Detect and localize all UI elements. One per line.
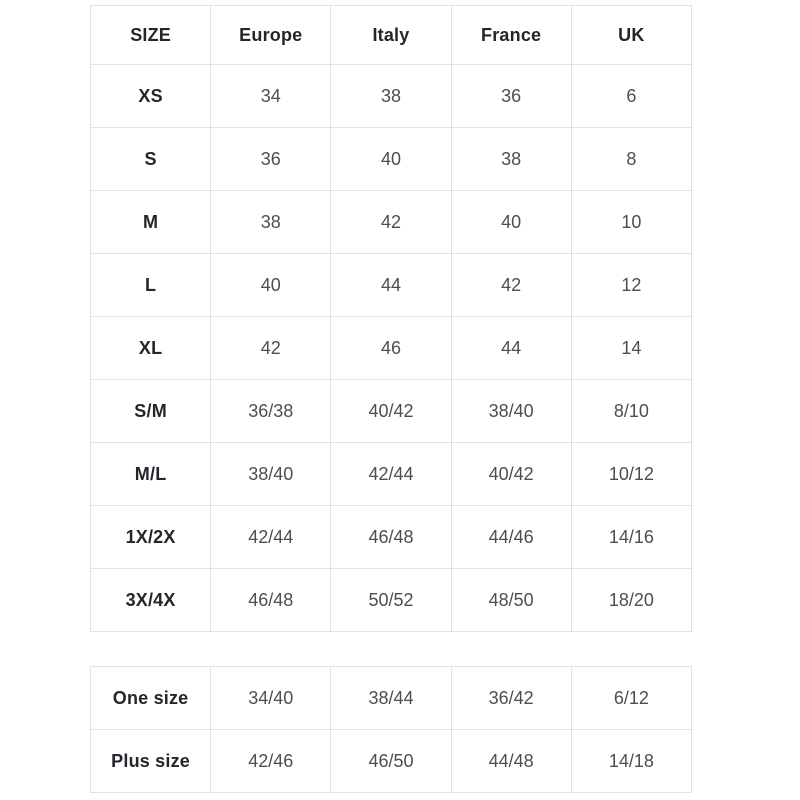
size-value-cell: 44 xyxy=(331,254,451,317)
table-row xyxy=(91,128,692,191)
row-label: S/M xyxy=(91,380,211,443)
size-value-cell: 44 xyxy=(451,317,571,380)
column-header-italy: Italy xyxy=(331,6,451,65)
size-value-cell: 12 xyxy=(571,254,691,317)
table-row xyxy=(91,667,692,730)
column-header-size: SIZE xyxy=(91,6,211,65)
row-label: XL xyxy=(91,317,211,380)
size-value-cell: 50/52 xyxy=(331,569,451,632)
size-value-cell: 42 xyxy=(331,191,451,254)
size-value-cell: 18/20 xyxy=(571,569,691,632)
size-value-cell: 38 xyxy=(451,128,571,191)
row-label: S xyxy=(91,128,211,191)
size-value-cell: 42 xyxy=(211,317,331,380)
special-size-table xyxy=(90,666,692,793)
size-value-cell: 46/48 xyxy=(331,506,451,569)
row-label: M xyxy=(91,191,211,254)
size-value-cell: 38 xyxy=(331,65,451,128)
size-value-cell: 6 xyxy=(571,65,691,128)
size-value-cell: 34 xyxy=(211,65,331,128)
size-value-cell: 44/46 xyxy=(451,506,571,569)
size-value-cell: 36/42 xyxy=(451,667,571,730)
column-header-uk: UK xyxy=(571,6,691,65)
size-value-cell: 10/12 xyxy=(571,443,691,506)
size-value-cell: 46/50 xyxy=(331,730,451,793)
size-value-cell: 14/18 xyxy=(571,730,691,793)
row-label: 1X/2X xyxy=(91,506,211,569)
size-value-cell: 48/50 xyxy=(451,569,571,632)
row-label: 3X/4X xyxy=(91,569,211,632)
table-row xyxy=(91,254,692,317)
size-value-cell: 36 xyxy=(211,128,331,191)
size-value-cell: 42/46 xyxy=(211,730,331,793)
size-table-body xyxy=(91,65,692,632)
column-header-europe: Europe xyxy=(211,6,331,65)
size-value-cell: 40 xyxy=(331,128,451,191)
size-table-header xyxy=(91,6,692,65)
column-header-france: France xyxy=(451,6,571,65)
table-row xyxy=(91,569,692,632)
size-value-cell: 10 xyxy=(571,191,691,254)
size-value-cell: 36 xyxy=(451,65,571,128)
size-value-cell: 38/44 xyxy=(331,667,451,730)
table-row xyxy=(91,317,692,380)
size-value-cell: 34/40 xyxy=(211,667,331,730)
row-label: L xyxy=(91,254,211,317)
size-value-cell: 36/38 xyxy=(211,380,331,443)
row-label: XS xyxy=(91,65,211,128)
row-label: Plus size xyxy=(91,730,211,793)
size-value-cell: 38/40 xyxy=(451,380,571,443)
table-row xyxy=(91,443,692,506)
size-value-cell: 14/16 xyxy=(571,506,691,569)
size-value-cell: 42 xyxy=(451,254,571,317)
table-row xyxy=(91,65,692,128)
size-value-cell: 40/42 xyxy=(451,443,571,506)
size-value-cell: 8 xyxy=(571,128,691,191)
size-value-cell: 38 xyxy=(211,191,331,254)
size-value-cell: 40/42 xyxy=(331,380,451,443)
size-value-cell: 38/40 xyxy=(211,443,331,506)
special-size-table-body xyxy=(91,667,692,793)
table-row xyxy=(91,191,692,254)
size-charts-container xyxy=(90,5,692,793)
table-row xyxy=(91,380,692,443)
table-row xyxy=(91,730,692,793)
table-row xyxy=(91,506,692,569)
size-value-cell: 14 xyxy=(571,317,691,380)
size-value-cell: 40 xyxy=(451,191,571,254)
size-value-cell: 6/12 xyxy=(571,667,691,730)
size-conversion-table xyxy=(90,5,692,632)
size-value-cell: 44/48 xyxy=(451,730,571,793)
size-value-cell: 46 xyxy=(331,317,451,380)
size-value-cell: 8/10 xyxy=(571,380,691,443)
size-value-cell: 42/44 xyxy=(211,506,331,569)
size-value-cell: 42/44 xyxy=(331,443,451,506)
size-value-cell: 46/48 xyxy=(211,569,331,632)
row-label: One size xyxy=(91,667,211,730)
row-label: M/L xyxy=(91,443,211,506)
size-value-cell: 40 xyxy=(211,254,331,317)
header-row xyxy=(91,6,692,65)
